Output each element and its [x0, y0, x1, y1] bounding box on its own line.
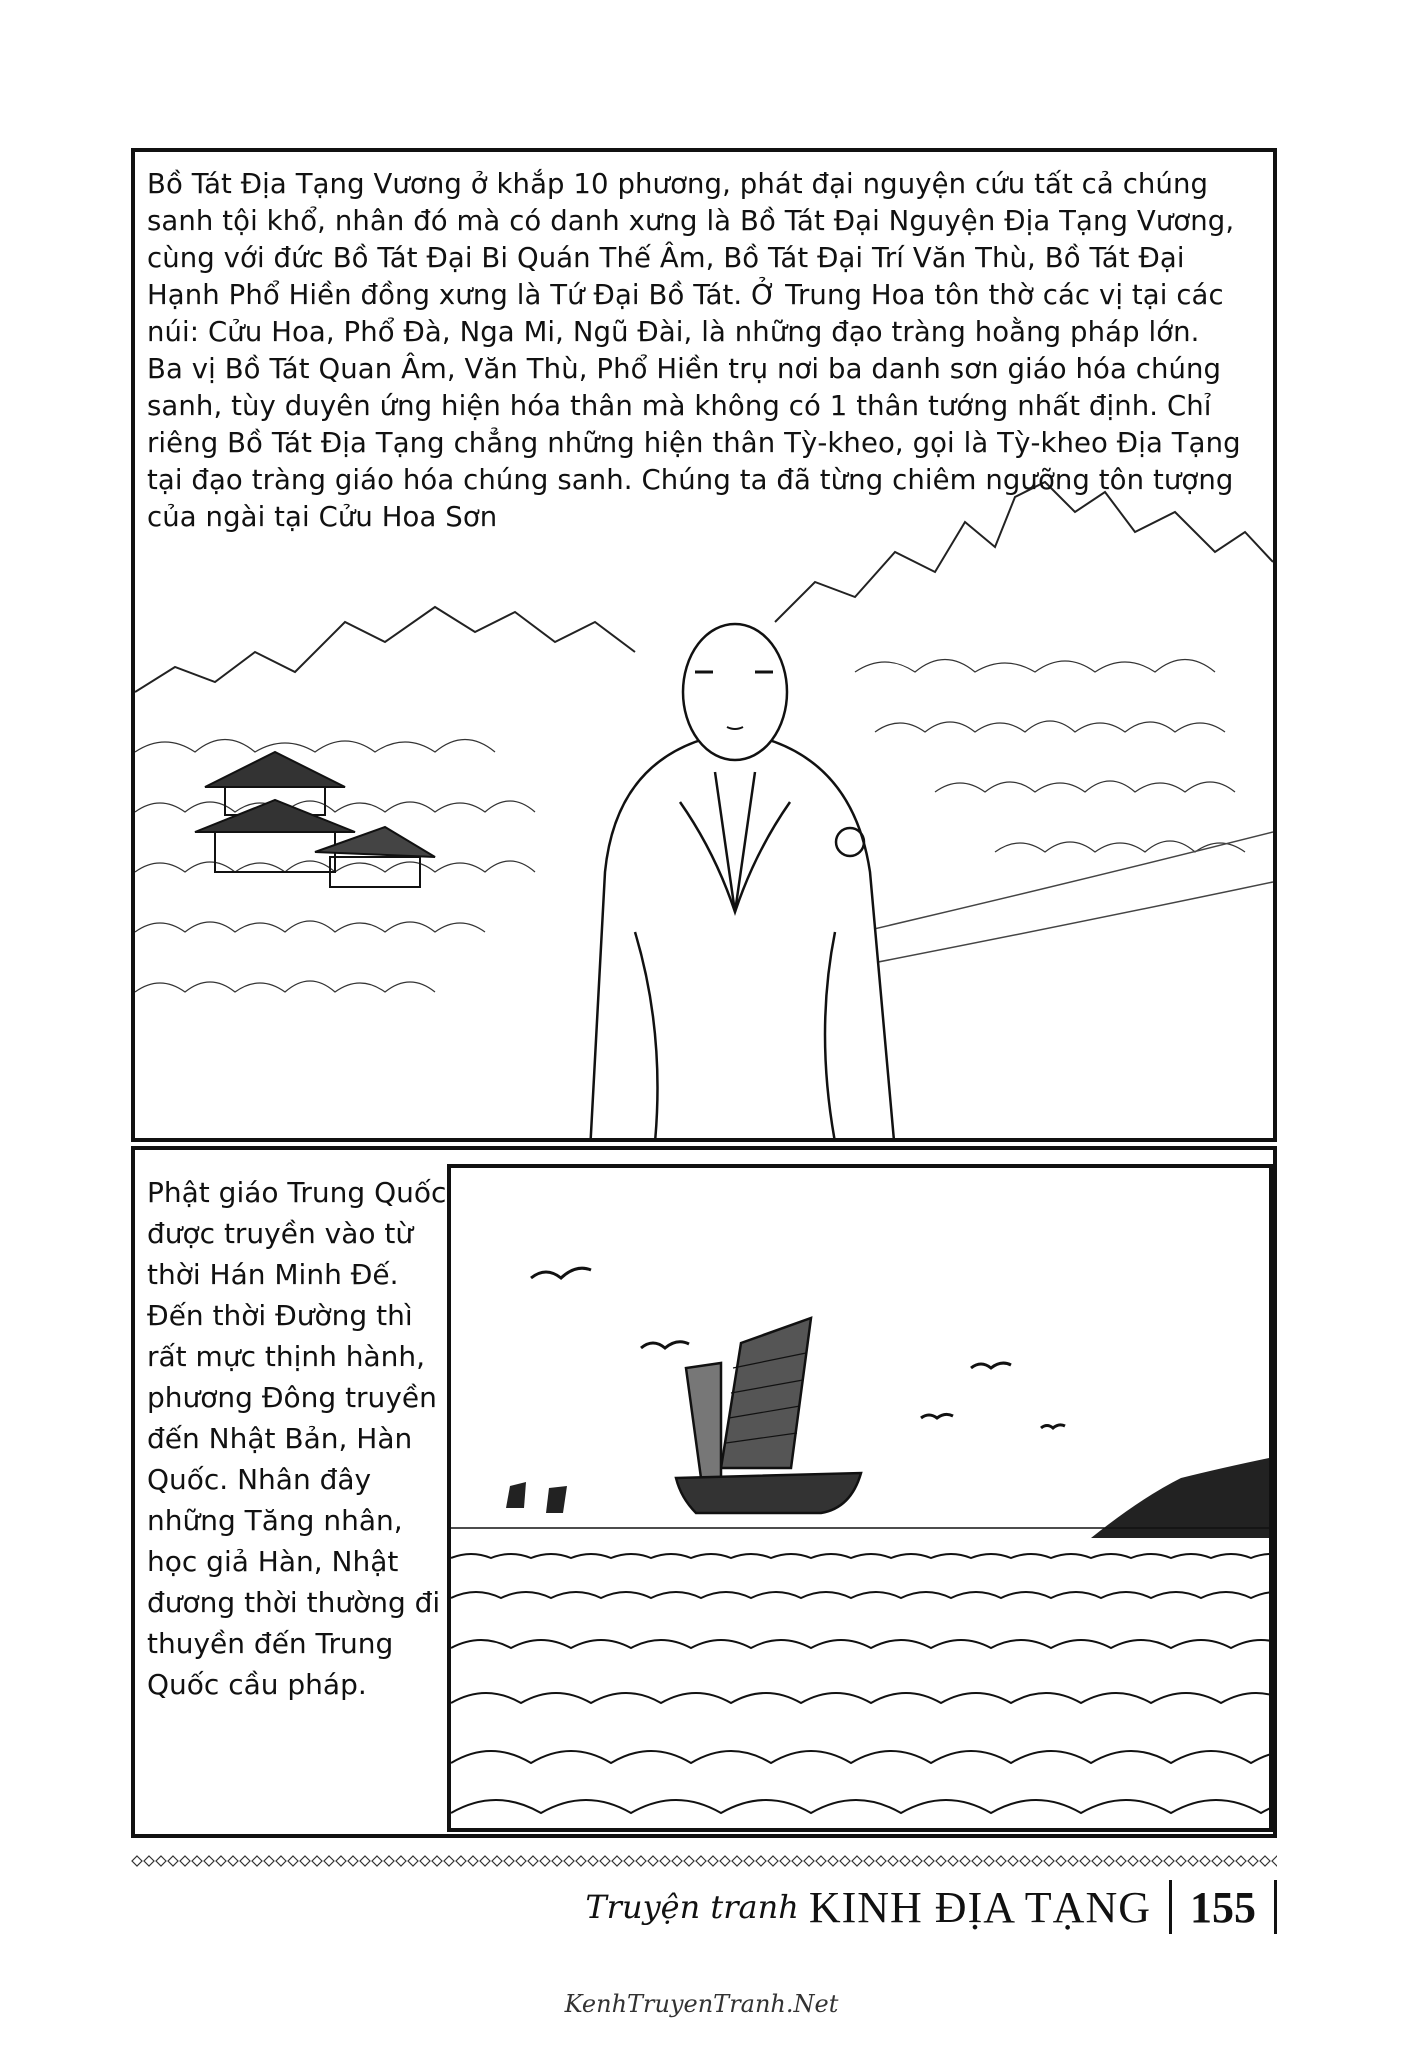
page-footer	[585, 1872, 1277, 1942]
junk-ship-illustration	[676, 1318, 861, 1513]
caption-paragraph-2: Ba vị Bồ Tát Quan Âm, Văn Thù, Phổ Hiền trụ nơi ba danh sơn giáo hóa chúng sanh, tùy duyên ứng hiện hóa thân mà không có 1 thân tướng nhất định. Chỉ riêng Bồ Tát Địa Tạng chẳng những hiện thân Tỳ-kheo, gọi là Tỳ-kheo Địa Tạng tại đạo tràng giáo hóa chúng sanh. Chúng ta đã từng chiêm ngưỡng tôn tượng của ngài tại Cửu Hoa Sơn	[147, 353, 1241, 533]
caption-paragraph-1: Bồ Tát Địa Tạng Vương ở khắp 10 phương, phát đại nguyện cứu tất cả chúng sanh tội khổ, nhân đó mà có danh xưng là Bồ Tát Đại Nguyện Địa Tạng Vương, cùng với đức Bồ Tát Đại Bi Quán Thế Âm, Bồ Tát Đại Trí Văn Thù, Bồ Tát Đại Hạnh Phổ Hiền đồng xưng là Tứ Đại Bồ Tát. Ở Trung Hoa tôn thờ các vị tại các núi: Cửu Hoa, Phổ Đà, Nga Mi, Ngũ Đài, là những đạo tràng hoằng pháp lớn.	[147, 168, 1235, 348]
ship-seascape	[451, 1168, 1269, 1828]
panel-ship	[131, 1146, 1277, 1838]
watermark: KenhTruyenTranh.Net	[564, 1990, 839, 2018]
temple-illustration	[195, 752, 435, 887]
sea-illustration	[447, 1164, 1273, 1832]
separator	[1169, 1880, 1172, 1934]
page-number: 155	[1190, 1882, 1256, 1932]
monk-illustration	[590, 624, 895, 1138]
decorative-rule	[131, 1854, 1277, 1868]
series-label: Truyện tranh	[585, 1888, 799, 1926]
caption-box-1	[147, 166, 1265, 536]
separator-right	[1274, 1880, 1277, 1934]
caption-box-2: Phật giáo Trung Quốc được truyền vào từ thời Hán Minh Đế. Đến thời Đường thì rất mực thịnh hành, phương Đông truyền đến Nhật Bản, Hàn Quốc. Nhân đây những Tăng nhân, học giả Hàn, Nhật đương thời thường đi thuyền đến Trung Quốc cầu pháp.	[147, 1176, 447, 1701]
panel-monk	[131, 148, 1277, 1142]
book-title: KINH ĐỊA TẠNG	[808, 1882, 1151, 1932]
